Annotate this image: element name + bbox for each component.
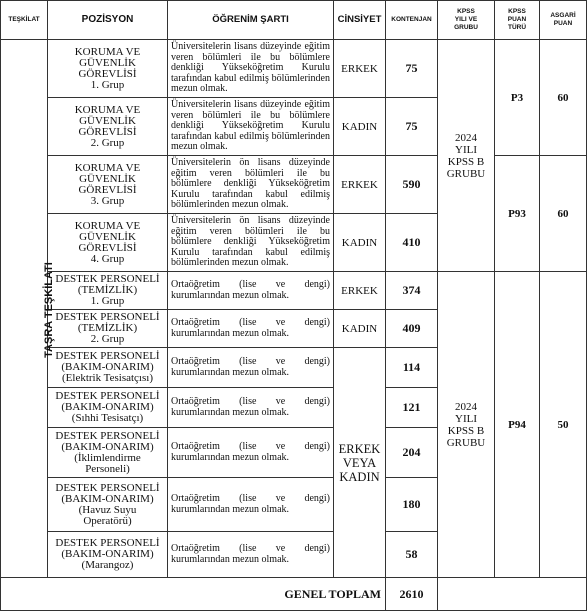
puan-turu-cell: P93	[495, 156, 540, 272]
pozisyon-cell	[48, 428, 168, 478]
pozisyon-cell	[48, 156, 168, 214]
pozisyon-line: (Marangoz)	[81, 559, 134, 571]
header-kpss-puan-line2: PUAN	[507, 16, 527, 23]
ogrenim-sarti-cell: Ortaöğretim (lise ve dengi) kurumlarından mezun olmak.	[168, 348, 334, 388]
pozisyon-line: (TEMİZLİK)	[77, 322, 138, 334]
pozisyon-line: (BAKIM-ONARIM)	[61, 361, 154, 373]
pozisyon-cell	[48, 214, 168, 272]
pozisyon-line: GÜVENLİK	[79, 56, 136, 69]
ogrenim-sarti-cell: Üniversitelerin lisans düzeyinde eğitim veren bölümleri ile bu bölümlere denkliği Yükseköğretim Kurulu tarafından kabul edilmiş bölümlerinden mezun olmak.	[168, 40, 334, 98]
kpss-yili-line: YILI	[455, 143, 477, 156]
cinsiyet-cell: KADIN	[334, 214, 386, 272]
header-kpss-yili-line1: KPSS	[457, 8, 475, 15]
pozisyon-cell	[48, 478, 168, 532]
pozisyon-cell	[48, 388, 168, 428]
pozisyon-cell	[48, 40, 168, 98]
pozisyon-line: DESTEK PERSONELİ	[55, 537, 160, 549]
kontenjan-cell: 204	[386, 428, 438, 478]
pozisyon-line: (BAKIM-ONARIM)	[61, 492, 154, 505]
pozisyon-line: (BAKIM-ONARIM)	[61, 401, 154, 413]
kpss-yili-line: YILI	[455, 412, 477, 425]
cinsiyet-cell: ERKEK	[334, 272, 386, 310]
header-kpss-yili-line2: YILI VE	[454, 16, 478, 23]
table-row	[1, 40, 587, 98]
header-kontenjan: KONTENJAN	[386, 1, 438, 40]
total-label: GENEL TOPLAM	[1, 578, 386, 611]
pozisyon-line: (Elektrik Tesisatçısı)	[62, 372, 153, 384]
ogrenim-sarti-cell: Ortaöğretim (lise ve dengi) kurumlarından mezun olmak.	[168, 310, 334, 348]
kontenjan-cell: 180	[386, 478, 438, 532]
cinsiyet-cell: ERKEK	[334, 156, 386, 214]
pozisyon-line: KORUMA VE	[74, 103, 141, 116]
cinsiyet-cell	[334, 348, 386, 578]
puan-turu-cell: P94	[495, 272, 540, 578]
kpss-yili-cell	[438, 272, 495, 578]
header-asgari-puan	[540, 1, 587, 40]
cinsiyet-line: VEYA	[342, 455, 377, 470]
teskilat-label: TAŞRA TEŞKİLATI	[42, 261, 55, 358]
pozisyon-line: KORUMA VE	[74, 45, 141, 58]
pozisyon-line: DESTEK PERSONELİ	[55, 481, 160, 494]
asgari-puan-cell: 60	[540, 40, 587, 156]
pozisyon-cell	[48, 532, 168, 578]
header-kpss-puan-line3: TÜRÜ	[507, 24, 527, 31]
header-kpss-yili-line3: GRUBU	[454, 24, 478, 31]
ogrenim-sarti-cell: Ortaöğretim (lise ve dengi) kurumlarından mezun olmak.	[168, 272, 334, 310]
pozisyon-cell	[48, 348, 168, 388]
pozisyon-line: (Sıhhi Tesisatçı)	[71, 412, 144, 424]
pozisyon-line: 2. Grup	[90, 136, 125, 149]
header-ogrenim-sarti: ÖĞRENİM ŞARTI	[168, 1, 334, 40]
pozisyon-line: 1. Grup	[90, 78, 125, 91]
pozisyon-line: GÖREVLİSİ	[78, 125, 137, 138]
pozisyon-line: Personeli)	[85, 462, 130, 475]
ogrenim-sarti-cell: Üniversitelerin ön lisans düzeyinde eğitim veren bölümleri ile bu bölümlere denkliği Yükseköğretim Kurulu tarafından kabul edilmiş bölümlerinden mezun olmak.	[168, 156, 334, 214]
kpss-yili-line: GRUBU	[446, 167, 486, 180]
pozisyon-line: GÜVENLİK	[79, 230, 136, 243]
table-row	[1, 272, 587, 310]
kontenjan-cell: 58	[386, 532, 438, 578]
total-value: 2610	[386, 578, 438, 611]
pozisyon-line: DESTEK PERSONELİ	[55, 350, 160, 362]
pozisyon-line: GÜVENLİK	[79, 172, 136, 185]
pozisyon-line: 3. Grup	[90, 194, 125, 207]
kpss-yili-line: 2024	[455, 131, 477, 144]
cinsiyet-cell: ERKEK	[334, 40, 386, 98]
kontenjan-cell: 409	[386, 310, 438, 348]
ogrenim-sarti-cell: Ortaöğretim (lise ve dengi) kurumlarından mezun olmak.	[168, 532, 334, 578]
total-row	[1, 578, 587, 611]
pozisyon-line: 2. Grup	[90, 333, 125, 345]
kontenjan-cell: 590	[386, 156, 438, 214]
pozisyon-line: 1. Grup	[90, 295, 125, 307]
pozisyon-line: GÜVENLİK	[79, 114, 136, 127]
pozisyon-line: (BAKIM-ONARIM)	[61, 440, 154, 453]
teskilat-cell	[1, 40, 55, 578]
pozisyon-line: Operatörü)	[83, 514, 132, 527]
kpss-yili-line: KPSS B	[447, 155, 485, 168]
kontenjan-cell: 410	[386, 214, 438, 272]
pozisyon-line: KORUMA VE	[74, 161, 141, 174]
header-asgari-line1: ASGARİ	[550, 12, 576, 19]
ogrenim-sarti-cell: Ortaöğretim (lise ve dengi) kurumlarından mezun olmak.	[168, 428, 334, 478]
header-cinsiyet: CİNSİYET	[334, 1, 386, 40]
header-pozisyon: POZİSYON	[48, 1, 168, 40]
header-asgari-line2: PUAN	[553, 20, 573, 27]
kontenjan-cell: 75	[386, 98, 438, 156]
header-teskilat: TEŞKİLAT	[1, 1, 48, 40]
pozisyon-line: DESTEK PERSONELİ	[55, 429, 160, 442]
pozisyon-cell	[48, 98, 168, 156]
ogrenim-sarti-cell: Üniversitelerin ön lisans düzeyinde eğitim veren bölümleri ile bu bölümlere denkliği Yükseköğretim Kurulu tarafından kabul edilmiş bölümlerinden mezun olmak.	[168, 214, 334, 272]
pozisyon-cell	[48, 272, 168, 310]
cinsiyet-line: KADIN	[339, 469, 380, 484]
pozisyon-line: (BAKIM-ONARIM)	[61, 548, 154, 560]
ogrenim-sarti-cell: Ortaöğretim (lise ve dengi) kurumlarından mezun olmak.	[168, 388, 334, 428]
pozisyon-line: DESTEK PERSONELİ	[55, 273, 160, 285]
header-kpss-yili	[438, 1, 495, 40]
total-empty-cell	[438, 578, 587, 611]
header-row	[1, 1, 587, 40]
kpss-yili-line: GRUBU	[446, 436, 486, 449]
pozisyon-line: GÖREVLİSİ	[78, 183, 137, 196]
header-kpss-puan-line1: KPSS	[508, 8, 526, 15]
cinsiyet-line: ERKEK	[338, 441, 381, 456]
pozisyon-line: GÖREVLİSİ	[78, 67, 137, 80]
kontenjan-cell: 374	[386, 272, 438, 310]
table-row	[1, 156, 587, 214]
cinsiyet-cell: KADIN	[334, 98, 386, 156]
pozisyon-line: (Havuz Suyu	[78, 503, 137, 516]
pozisyon-line: DESTEK PERSONELİ	[55, 311, 160, 323]
kontenjan-cell: 114	[386, 348, 438, 388]
pozisyon-line: KORUMA VE	[74, 219, 141, 232]
pozisyon-line: (İklimlendirme	[74, 451, 141, 464]
header-kpss-puan	[495, 1, 540, 40]
pozisyon-line: GÖREVLİSİ	[78, 241, 137, 254]
ogrenim-sarti-cell: Ortaöğretim (lise ve dengi) kurumlarından mezun olmak.	[168, 478, 334, 532]
asgari-puan-cell: 60	[540, 156, 587, 272]
puan-turu-cell: P3	[495, 40, 540, 156]
kpss-yili-line: KPSS B	[447, 424, 485, 437]
pozisyon-cell	[48, 310, 168, 348]
asgari-puan-cell: 50	[540, 272, 587, 578]
ogrenim-sarti-cell: Üniversitelerin lisans düzeyinde eğitim veren bölümleri ile bu bölümlere denkliği Yükseköğretim Kurulu tarafından kabul edilmiş bölümlerinden mezun olmak.	[168, 98, 334, 156]
kontenjan-cell: 121	[386, 388, 438, 428]
pozisyon-line: DESTEK PERSONELİ	[55, 390, 160, 402]
kontenjan-cell: 75	[386, 40, 438, 98]
cinsiyet-cell: KADIN	[334, 310, 386, 348]
kpss-yili-line: 2024	[455, 400, 477, 413]
pozisyon-line: 4. Grup	[90, 252, 125, 265]
pozisyon-line: (TEMİZLİK)	[77, 284, 138, 296]
kpss-yili-cell	[438, 40, 495, 272]
